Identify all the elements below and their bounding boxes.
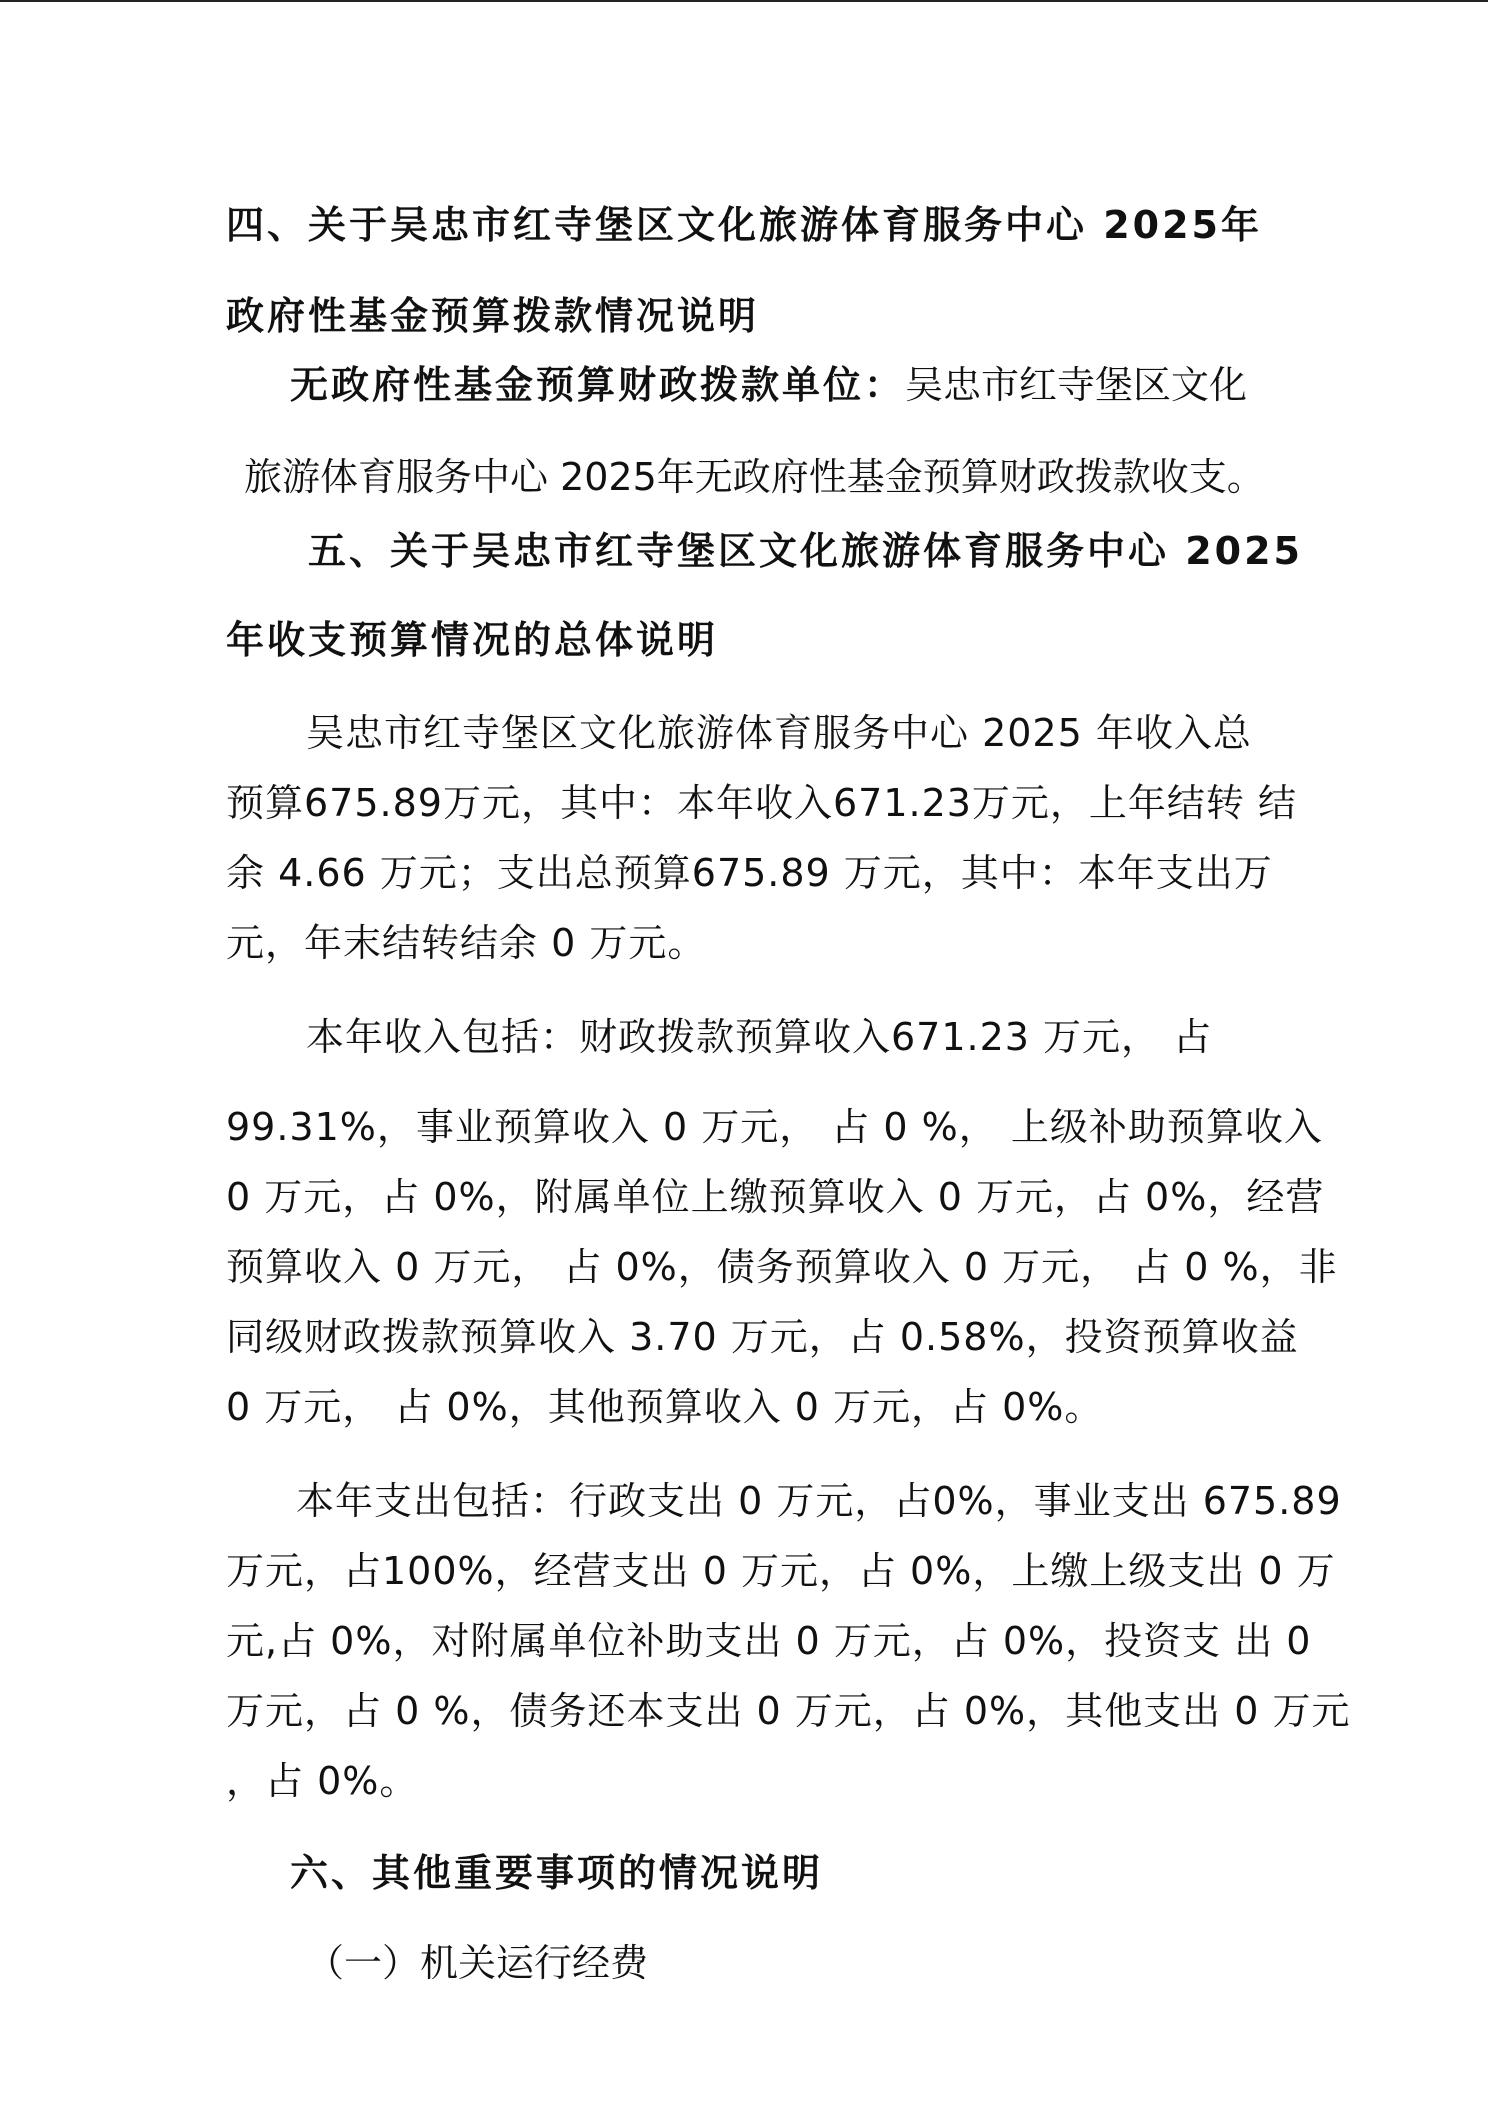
section-5-heading-line-1: 五、关于吴忠市红寺堡区文化旅游体育服务中心 2025 — [308, 529, 1303, 573]
income-line-4: 预算收入 0 万元， 占 0%，债务预算收入 0 万元， 占 0 %，非 — [226, 1245, 1338, 1289]
section-5-heading-line-2: 年收支预算情况的总体说明 — [226, 618, 719, 662]
section-4-heading-line-2: 政府性基金预算拨款情况说明 — [226, 294, 760, 338]
overview-line-3: 余 4.66 万元；支出总预算675.89 万元，其中：本年支出万 — [226, 851, 1273, 895]
income-line-3: 0 万元，占 0%，附属单位上缴预算收入 0 万元，占 0%，经营 — [226, 1175, 1325, 1219]
overview-line-4: 元，年末结转结余 0 万元。 — [226, 921, 707, 965]
income-line-2: 99.31%，事业预算收入 0 万元， 占 0 %， 上级补助预算收入 — [226, 1105, 1323, 1149]
income-line-5: 同级财政拨款预算收入 3.70 万元，占 0.58%，投资预算收益 — [226, 1315, 1299, 1359]
expenditure-line-5: ，占 0%。 — [226, 1759, 419, 1803]
section-4-heading-line-1: 四、关于吴忠市红寺堡区文化旅游体育服务中心 2025年 — [226, 203, 1262, 247]
no-fund-unit-text: 吴忠市红寺堡区文化 — [905, 363, 1248, 407]
section-4-paragraph-line-1 — [290, 361, 1247, 409]
section-6-heading: 六、其他重要事项的情况说明 — [290, 1851, 824, 1895]
page-top-border — [0, 0, 1488, 2]
expenditure-line-1: 本年支出包括：行政支出 0 万元，占0%，事业支出 675.89 — [296, 1479, 1342, 1523]
section-6-subheading-1: （一）机关运行经费 — [306, 1941, 649, 1985]
overview-line-2: 预算675.89万元，其中：本年收入671.23万元，上年结转 结 — [226, 781, 1298, 825]
expenditure-line-3: 元,占 0%，对附属单位补助支出 0 万元，占 0%，投资支 出 0 — [226, 1619, 1312, 1663]
income-line-1: 本年收入包括：财政拨款预算收入671.23 万元， 占 — [306, 1015, 1213, 1059]
income-line-6: 0 万元， 占 0%，其他预算收入 0 万元，占 0%。 — [226, 1385, 1104, 1429]
expenditure-line-4: 万元，占 0 %，债务还本支出 0 万元，占 0%，其他支出 0 万元 — [226, 1689, 1351, 1733]
expenditure-line-2: 万元，占100%，经营支出 0 万元，占 0%，上缴上级支出 0 万 — [226, 1549, 1336, 1593]
section-4-paragraph-line-2: 旅游体育服务中心 2025年无政府性基金预算财政拨款收支。 — [244, 455, 1265, 499]
overview-line-1: 吴忠市红寺堡区文化旅游体育服务中心 2025 年收入总 — [306, 711, 1252, 755]
no-fund-unit-label: 无政府性基金预算财政拨款单位： — [290, 363, 906, 407]
